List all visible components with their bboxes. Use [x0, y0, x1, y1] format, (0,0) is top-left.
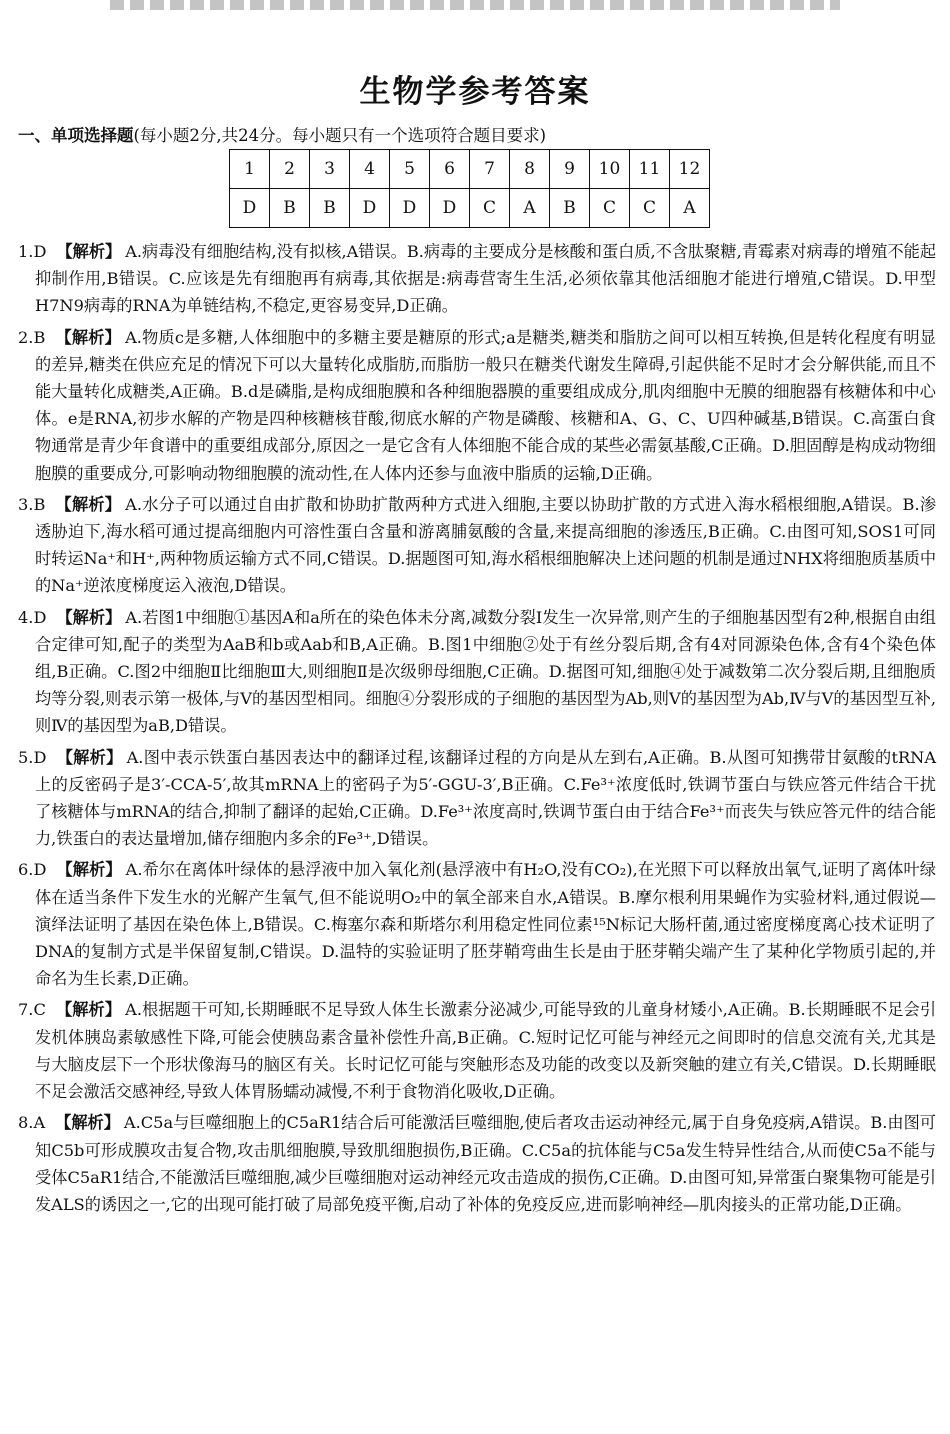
question-number-cell: 5 [390, 150, 430, 189]
page-title: 生物学参考答案 [359, 74, 591, 110]
question-number-cell: 9 [550, 150, 590, 189]
answer-table-answers-row [230, 189, 710, 228]
section-heading [18, 122, 546, 146]
explanation-item [18, 238, 936, 320]
question-number-cell: 11 [630, 150, 670, 189]
explanation-text: A.若图1中细胞①基因A和a所在的染色体未分离,减数分裂Ⅰ发生一次异常,则产生的子细胞基因型有2种,根据自由组合定律可知,配子的类型为AaB和b或Aab和B,A正确。B.图1中细胞②处于有丝分裂后期,含有4对同源染色体,含有4个染色体组,B正确。C.图2中细胞Ⅱ比细胞Ⅲ大,则细胞Ⅱ是次级卵母细胞,C正确。D.据图可知,细胞④处于减数第二次分裂后期,且细胞质均等分裂,则表示第一极体,与Ⅴ的基因型相同。细胞④分裂形成的子细胞的基因型为Ab,则Ⅴ的基因型为Ab,Ⅳ与Ⅴ的基因型互补,则Ⅳ的基因型为aB,D错误。 [35, 607, 936, 736]
explanation-item [18, 324, 936, 487]
answer-cell: C [590, 189, 630, 228]
explanation-tag: 【解析】 [56, 607, 122, 627]
explanation-item [18, 604, 936, 740]
answer-cell: C [470, 189, 510, 228]
explanation-item [18, 1109, 936, 1218]
question-number-cell: 6 [430, 150, 470, 189]
explanation-tag: 【解析】 [55, 327, 122, 347]
question-number-cell: 10 [590, 150, 630, 189]
explanation-text: A.病毒没有细胞结构,没有拟核,A错误。B.病毒的主要成分是核酸和蛋白质,不含肽聚糖,青霉素对病毒的增殖不能起抑制作用,B错误。C.应该是先有细胞再有病毒,其依据是:病毒营寄生生活,必须依靠其他活细胞才能进行增殖,C错误。D.甲型H7N9病毒的RNA为单链结构,不稳定,更容易变异,D正确。 [35, 242, 937, 316]
answer-cell: D [430, 189, 470, 228]
explanation-item [18, 744, 936, 853]
explanations-list [18, 238, 936, 1222]
explanation-tag: 【解析】 [56, 747, 123, 767]
explanation-number: 6.D [18, 860, 47, 880]
question-number-cell: 2 [270, 150, 310, 189]
explanation-text: A.C5a与巨噬细胞上的C5aR1结合后可能激活巨噬细胞,使后者攻击运动神经元,属于自身免疫病,A错误。B.由图可知C5b可形成膜攻击复合物,攻击肌细胞膜,导致肌细胞损伤,B正确。C.C5a的抗体能与C5a发生特异性结合,从而使C5a不能与受体C5aR1结合,不能激活巨噬细胞,减少巨噬细胞对运动神经元攻击造成的损伤,C正确。D.由图可知,异常蛋白聚集物可能是引发ALS的诱因之一,它的出现可能打破了局部免疫平衡,启动了补体的免疫反应,进而影响神经—肌肉接头的正常功能,D正确。 [35, 1113, 936, 1214]
explanation-number: 7.C [18, 1000, 46, 1020]
question-number-cell: 8 [510, 150, 550, 189]
explanation-text: A.物质c是多糖,人体细胞中的多糖主要是糖原的形式;a是糖类,糖类和脂肪之间可以相互转换,但是转化程度有明显的差异,糖类在供应充足的情况下可以大量转化成脂肪,而脂肪一般只在糖类代谢发生障碍,引起供能不足时才会分解供能,而且不能大量转化成糖类,A正确。B.d是磷脂,是构成细胞膜和各种细胞器膜的重要组成成分,肌肉细胞中无膜的细胞器有核糖体和中心体。e是RNA,初步水解的产物是四种核糖核苷酸,彻底水解的产物是磷酸、核糖和A、G、C、U四种碱基,B错误。C.高蛋白食物通常是青少年食谱中的重要组成部分,原因之一是它含有人体细胞不能合成的某些必需氨基酸,C正确。D.胆固醇是构成动物细胞膜的重要成分,可影响动物细胞膜的流动性,在人体内还参与血液中脂质的运输,D正确。 [35, 327, 936, 483]
explanation-text: A.根据题干可知,长期睡眠不足导致人体生长激素分泌减少,可能导致的儿童身材矮小,A正确。B.长期睡眠不足会引发机体胰岛素敏感性下降,可能会使胰岛素含量补偿性升高,B正确。C.短时记忆可能与神经元之间即时的信息交流有关,尤其是与大脑皮层下一个形状像海马的脑区有关。长时记忆可能与突触形态及功能的改变以及新突触的建立有关,C错误。D.长期睡眠不足会激活交感神经,导致人体胃肠蠕动减慢,不利于食物消化吸收,D正确。 [35, 1000, 937, 1102]
explanation-text: A.希尔在离体叶绿体的悬浮液中加入氧化剂(悬浮液中有H₂O,没有CO₂),在光照下可以释放出氧气,证明了离体叶绿体在适当条件下发生水的光解产生氧气,但不能说明O₂中的氧全部来自水,A错误。B.摩尔根利用果蝇作为实验材料,通过假说—演绎法证明了基因在染色体上,B错误。C.梅塞尔森和斯塔尔利用稳定性同位素¹⁵N标记大肠杆菌,通过密度梯度离心技术证明了DNA的复制方式是半保留复制,C错误。D.温特的实验证明了胚芽鞘弯曲生长是由于胚芽鞘尖端产生了某种化学物质引起的,并命名为生长素,D正确。 [35, 860, 936, 989]
question-number-cell: 12 [670, 150, 710, 189]
explanation-item [18, 856, 936, 992]
question-number-cell: 7 [470, 150, 510, 189]
answer-cell: B [270, 189, 310, 228]
section-heading-label: 一、单项选择题 [18, 126, 134, 145]
question-number-cell: 3 [310, 150, 350, 189]
explanation-number: 1.D [18, 242, 47, 261]
answer-cell: C [630, 189, 670, 228]
answer-table [229, 149, 710, 228]
explanation-number: 4.D [18, 607, 47, 627]
explanation-number: 8.A [18, 1113, 46, 1133]
explanation-text: A.图中表示铁蛋白基因表达中的翻译过程,该翻译过程的方向是从左到右,A正确。B.从图可知携带甘氨酸的tRNA上的反密码子是3′-CCA-5′,故其mRNA上的密码子为5′-GGU-3′,B正确。C.Fe³⁺浓度低时,铁调节蛋白与铁应答元件结合干扰了核糖体与mRNA的结合,抑制了翻译的起始,C正确。D.Fe³⁺浓度高时,铁调节蛋白由于结合Fe³⁺而丧失与铁应答元件的结合能力,铁蛋白的表达量增加,储存细胞内多余的Fe³⁺,D错误。 [35, 747, 937, 849]
answer-cell: A [670, 189, 710, 228]
explanation-tag: 【解析】 [56, 242, 122, 261]
answer-cell: A [510, 189, 550, 228]
explanation-text: A.水分子可以通过自由扩散和协助扩散两种方式进入细胞,主要以协助扩散的方式进入海水稻根细胞,A错误。B.渗透胁迫下,海水稻可通过提高细胞内可溶性蛋白含量和游离脯氨酸的含量,来提高细胞的渗透压,B正确。C.由图可知,SOS1可同时转运Na⁺和H⁺,两种物质运输方式不同,C错误。D.据题图可知,海水稻根细胞解决上述问题的机制是通过NHX将细胞质基质中的Na⁺逆浓度梯度运入液泡,D错误。 [35, 494, 937, 596]
explanation-number: 3.B [18, 494, 46, 514]
answer-cell: D [350, 189, 390, 228]
explanation-number: 2.B [18, 327, 46, 347]
explanation-item [18, 491, 936, 600]
explanation-tag: 【解析】 [55, 494, 122, 514]
question-number-cell: 4 [350, 150, 390, 189]
answer-cell: D [390, 189, 430, 228]
question-number-cell: 1 [230, 150, 270, 189]
explanation-tag: 【解析】 [55, 1113, 120, 1133]
answer-table-numbers-row [230, 150, 710, 189]
explanation-number: 5.D [18, 747, 47, 767]
explanation-tag: 【解析】 [56, 860, 122, 880]
answer-cell: D [230, 189, 270, 228]
section-heading-note: (每小题2分,共24分。每小题只有一个选项符合题目要求) [133, 126, 547, 145]
explanation-item [18, 996, 936, 1105]
answer-cell: B [550, 189, 590, 228]
explanation-tag: 【解析】 [55, 1000, 122, 1020]
cropped-header-strip [110, 0, 840, 10]
answer-cell: B [310, 189, 350, 228]
